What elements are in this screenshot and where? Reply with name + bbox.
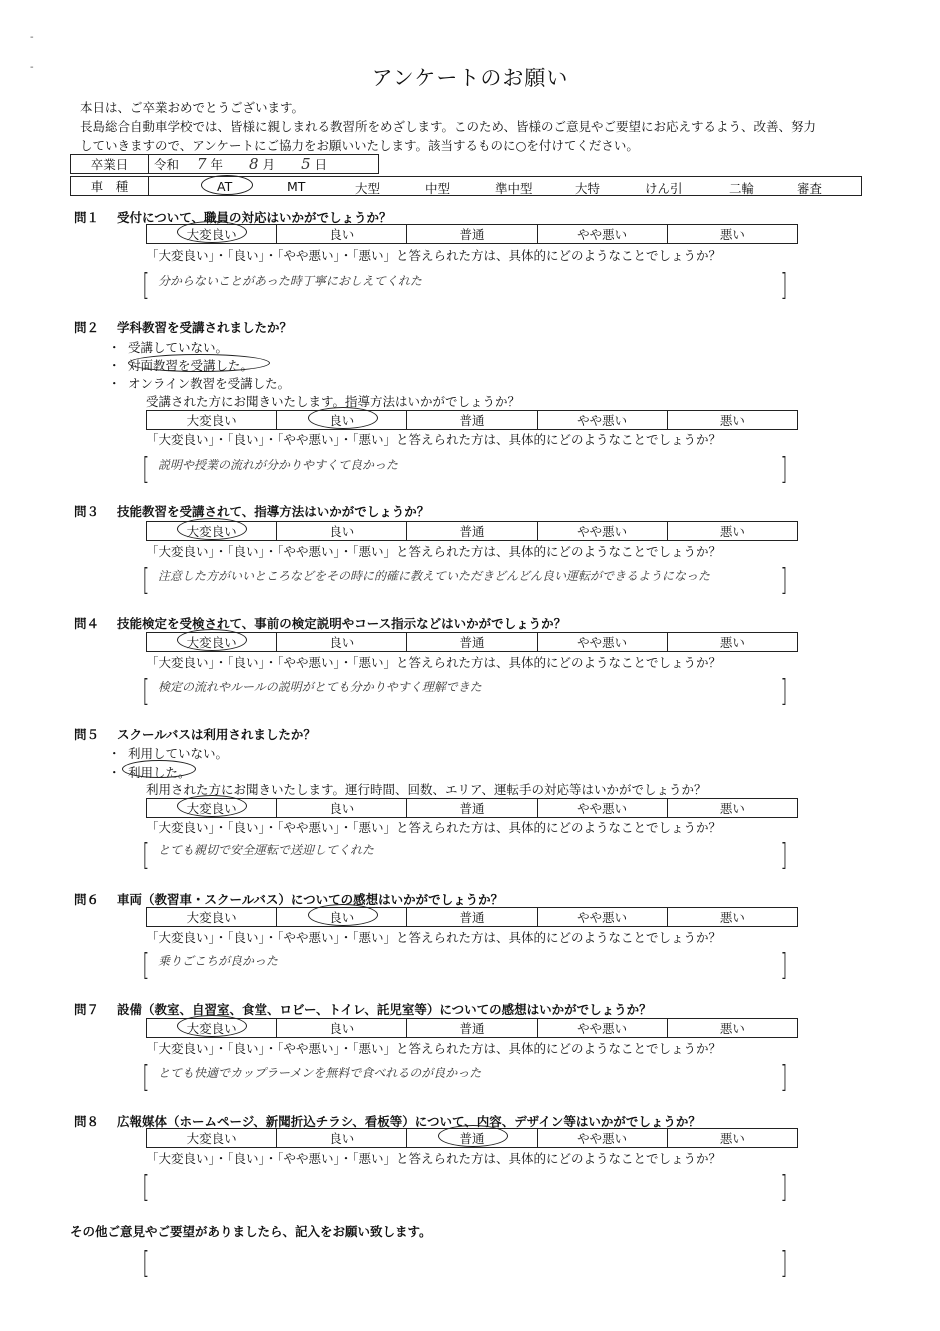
era: 令和 [154,157,180,172]
handwritten-answer[interactable]: とても親切で安全運転で送迎してくれた [158,843,375,857]
bracket-right: ] [780,452,788,487]
selection-circle [438,1125,508,1147]
vehicle-option[interactable]: MT [287,179,306,194]
option-q5-0[interactable]: 利用していない。 [128,746,229,761]
handwritten-answer[interactable]: 注意した方がいいところなどをその時に的確に教えていただきどんどん良い運転ができるようになった [158,569,711,583]
bullet-icon: ・ [108,765,121,780]
rating-option[interactable]: やや悪い [537,225,667,244]
vehicle-label: 車 種 [71,177,149,196]
rating-option[interactable]: やや悪い [537,411,667,430]
bracket-right: ] [780,838,788,873]
rating-option[interactable]: 普通 [407,799,537,818]
page-title: アンケートのお願い [371,66,569,90]
intro-line: していきますので、アンケートにご協力をお願いいたします。該当するものに○を付けてください。 [80,138,639,153]
scan-mark: - [30,62,34,73]
question-number: 問５ [74,727,100,742]
rating-option[interactable]: 悪い [667,225,797,244]
bracket-left: [ [142,674,150,709]
rating-option[interactable]: 悪い [667,522,797,541]
other-comments-prompt: その他ご意見やご要望がありましたら、記入をお願い致します。 [70,1224,432,1239]
question-number: 問２ [74,320,100,335]
question-text: 技能教習を受講されて、指導方法はいかがでしょうか？ [117,504,430,519]
rating-option[interactable]: やや悪い [537,522,667,541]
year-unit: 年 [210,157,224,172]
rating-option[interactable]: 普通 [407,411,537,430]
question-text: 学科教習を受講されましたか？ [117,320,293,335]
question-text: 技能検定を受検されて、事前の検定説明やコース指示などはいかがでしょうか？ [117,616,567,631]
follow-up-prompt: 「大変良い」・「良い」・「やや悪い」・「悪い」と答えられた方は、具体的にどのようなことでしょうか？ [146,1041,722,1056]
handwritten-answer[interactable]: 検定の流れやルールの説明がとても分かりやすく理解できた [158,680,482,694]
vehicle-option[interactable]: 準中型 [495,181,533,196]
year-value: 7 [197,155,207,173]
vehicle-option[interactable]: 中型 [425,181,451,196]
selection-circle [177,795,247,817]
intro-line: 本日は、ご卒業おめでとうございます。 [80,100,305,115]
selection-circle [308,904,378,926]
bullet-icon: ・ [108,358,121,373]
rating-option[interactable]: 良い [277,411,407,430]
rating-option[interactable]: 大変良い [147,633,277,652]
rating-option[interactable]: 大変良い [147,225,277,244]
rating-option[interactable]: やや悪い [537,1129,667,1148]
rating-option[interactable]: 大変良い [147,799,277,818]
selection-circle [201,175,253,195]
vehicle-option[interactable]: けん引 [645,181,683,196]
bracket-right: ] [780,674,788,709]
bracket-left: [ [142,1170,150,1205]
question-text: 受付について、職員の対応はいかがでしょうか？ [117,210,392,225]
option-q5-1[interactable]: 利用した。 [128,765,191,780]
bracket-left: [ [142,838,150,873]
selection-circle [122,760,196,778]
rating-option[interactable]: やや悪い [537,908,667,927]
bracket-left: [ [142,1246,150,1281]
graduation-date-table [70,154,379,174]
question-number: 問７ [74,1002,100,1017]
bracket-left: [ [142,1060,150,1095]
graduation-label: 卒業日 [71,155,149,174]
follow-up-prompt: 「大変良い」・「良い」・「やや悪い」・「悪い」と答えられた方は、具体的にどのようなことでしょうか？ [146,655,722,670]
bullet-icon: ・ [108,376,121,391]
rating-option[interactable]: 良い [277,225,407,244]
sub-question: 受講された方にお聞きいたします。指導方法はいかがでしょうか？ [146,394,521,409]
selection-circle [177,518,247,540]
rating-option[interactable]: 良い [277,1019,407,1038]
rating-table [146,907,798,927]
rating-option[interactable]: 良い [277,908,407,927]
rating-option[interactable]: 普通 [407,633,537,652]
bracket-right: ] [780,563,788,598]
rating-option[interactable]: 普通 [407,1019,537,1038]
follow-up-prompt: 「大変良い」・「良い」・「やや悪い」・「悪い」と答えられた方は、具体的にどのようなことでしょうか？ [146,1151,722,1166]
question-number: 問８ [74,1114,100,1129]
question-text: スクールバスは利用されましたか？ [117,727,316,742]
vehicle-option[interactable]: 二輪 [729,181,755,196]
follow-up-prompt: 「大変良い」・「良い」・「やや悪い」・「悪い」と答えられた方は、具体的にどのようなことでしょうか？ [146,432,722,447]
bracket-left: [ [142,948,150,983]
handwritten-answer[interactable]: 乗りごこちが良かった [158,954,279,968]
rating-option[interactable]: やや悪い [537,1019,667,1038]
question-number: 問４ [74,616,100,631]
vehicle-option[interactable]: 大特 [575,181,601,196]
rating-option[interactable]: 悪い [667,799,797,818]
bracket-right: ] [780,268,788,303]
selection-circle [128,354,270,372]
bracket-left: [ [142,268,150,303]
scan-mark: - [30,32,34,43]
rating-option[interactable]: やや悪い [537,633,667,652]
bracket-right: ] [780,1246,788,1281]
vehicle-option[interactable]: 大型 [355,181,381,196]
bullet-icon: ・ [108,340,121,355]
bracket-right: ] [780,1170,788,1205]
graduation-date [149,155,379,174]
selection-circle [308,407,378,429]
vehicle-table [70,176,862,196]
follow-up-prompt: 「大変良い」・「良い」・「やや悪い」・「悪い」と答えられた方は、具体的にどのようなことでしょうか？ [146,248,722,263]
follow-up-prompt: 「大変良い」・「良い」・「やや悪い」・「悪い」と答えられた方は、具体的にどのようなことでしょうか？ [146,930,722,945]
question-text: 設備（教室、自習室、食堂、ロビー、トイレ、託児室等）についての感想はいかがでしょうか？ [117,1002,652,1017]
question-number: 問１ [74,210,100,225]
follow-up-prompt: 「大変良い」・「良い」・「やや悪い」・「悪い」と答えられた方は、具体的にどのようなことでしょうか？ [146,544,722,559]
rating-option[interactable]: 悪い [667,411,797,430]
question-text: 広報媒体（ホームページ、新聞折込チラシ、看板等）について、内容、デザイン等はいかがでしょうか？ [117,1114,701,1129]
option-q2-0[interactable]: 受講していない。 [128,340,229,355]
rating-option[interactable]: 大変良い [147,1129,277,1148]
selection-circle [177,221,247,243]
rating-option[interactable]: 良い [277,799,407,818]
rating-option[interactable]: 大変良い [147,411,277,430]
bullet-icon: ・ [108,746,121,761]
intro-line: 長島総合自動車学校では、皆様に親しまれる教習所をめざします。このため、皆様のご意見やご要望にお応えするよう、改善、努力 [80,119,817,134]
vehicle-options [149,177,862,196]
rating-option[interactable]: 悪い [667,1129,797,1148]
rating-option[interactable]: 悪い [667,908,797,927]
rating-option[interactable]: 普通 [407,522,537,541]
question-number: 問６ [74,892,100,907]
rating-option[interactable]: 普通 [407,1129,537,1148]
rating-option[interactable]: 悪い [667,633,797,652]
rating-option[interactable]: 普通 [407,908,537,927]
rating-table [146,410,798,430]
question-number: 問３ [74,504,100,519]
handwritten-answer[interactable]: 説明や授業の流れが分かりやすくて良かった [158,458,399,472]
selection-circle [177,629,247,651]
option-q2-1[interactable]: 対面教習を受講した。 [128,358,254,373]
sub-question: 利用された方にお聞きいたします。運行時間、回数、エリア、運転手の対応等はいかがでしょうか？ [146,782,707,797]
follow-up-prompt: 「大変良い」・「良い」・「やや悪い」・「悪い」と答えられた方は、具体的にどのようなことでしょうか？ [146,820,722,835]
rating-option[interactable]: 悪い [667,1019,797,1038]
rating-option[interactable]: 良い [277,1129,407,1148]
vehicle-option[interactable]: AT [217,179,233,194]
rating-option[interactable]: 大変良い [147,522,277,541]
bracket-left: [ [142,452,150,487]
day-unit: 日 [314,157,328,172]
bracket-right: ] [780,1060,788,1095]
handwritten-answer[interactable]: とても快適でカップラーメンを無料で食べれるのが良かった [158,1066,482,1080]
selection-circle [177,1015,247,1037]
rating-option[interactable]: 大変良い [147,1019,277,1038]
question-text: 車両（教習車・スクールバス）についての感想はいかがでしょうか？ [117,892,504,907]
bracket-left: [ [142,563,150,598]
month-value: 8 [249,155,259,173]
option-q2-2[interactable]: オンライン教習を受講した。 [128,376,291,391]
handwritten-answer[interactable]: 分からないことがあった時丁寧におしえてくれた [158,274,422,288]
vehicle-option[interactable]: 審査 [797,181,823,196]
day-value: 5 [301,155,311,173]
rating-option[interactable]: 普通 [407,225,537,244]
month-unit: 月 [262,157,276,172]
rating-option[interactable]: 良い [277,522,407,541]
rating-option[interactable]: 大変良い [147,908,277,927]
rating-option[interactable]: 良い [277,633,407,652]
rating-option[interactable]: やや悪い [537,799,667,818]
bracket-right: ] [780,948,788,983]
